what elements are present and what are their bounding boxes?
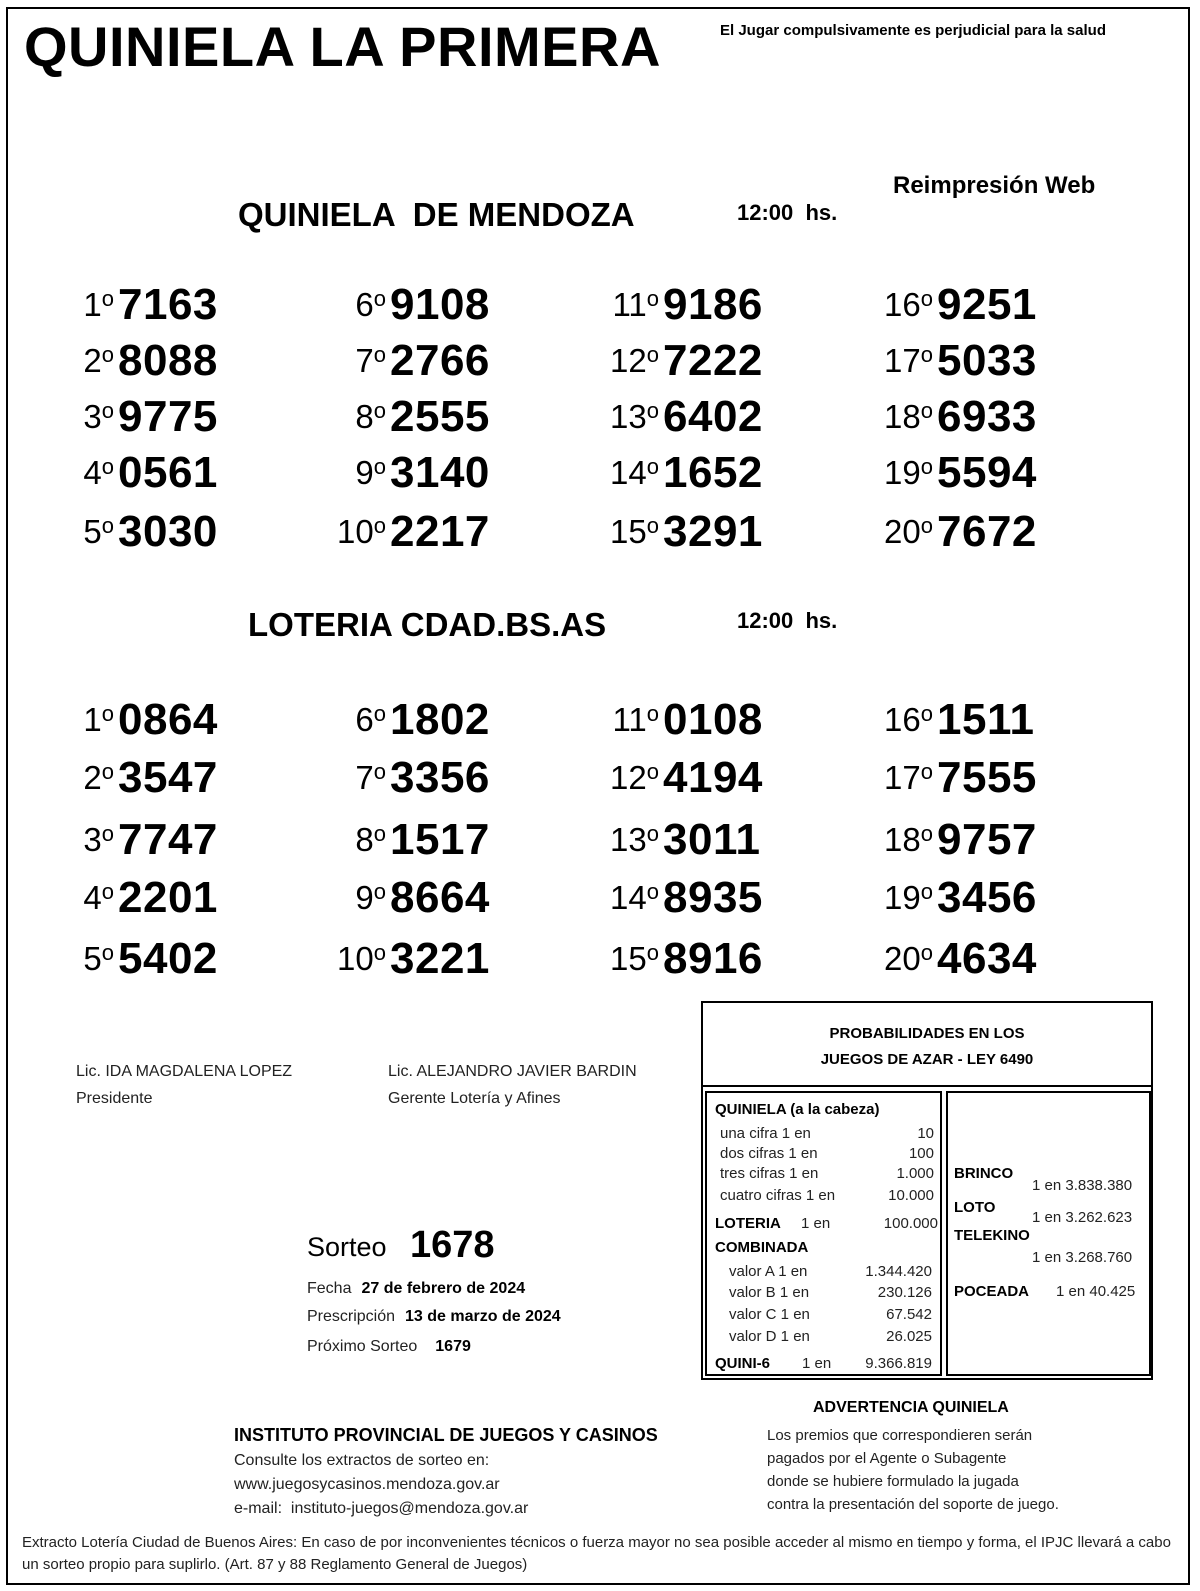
result-position: [612, 286, 659, 324]
combinada-row-value: 230.126: [877, 1284, 932, 1301]
quiniela-row-value: 10.000: [888, 1187, 934, 1204]
result-number: 3140: [390, 448, 490, 497]
ordinal-mark: o: [373, 398, 386, 423]
loteria-value: 100.000: [883, 1215, 938, 1232]
sorteo-label: Sorteo: [307, 1232, 387, 1262]
quini6-text: 1 en: [802, 1355, 832, 1372]
telekino-label: TELEKINO: [954, 1227, 1030, 1244]
probabilities-heading-line2: JUEGOS DE AZAR - LEY 6490: [820, 1051, 1034, 1068]
section-title-loteria: LOTERIA CDAD.BS.AS: [248, 606, 607, 643]
result-cell: [355, 753, 490, 803]
result-cell: [884, 280, 1037, 330]
result-number: 2217: [390, 507, 490, 556]
prescripcion-value: 13 de marzo de 2024: [405, 1308, 561, 1325]
result-position: [610, 940, 659, 978]
ordinal-mark: o: [373, 342, 386, 367]
result-number: 1652: [663, 448, 763, 497]
result-position-number: 10: [337, 940, 374, 977]
result-position: [884, 879, 933, 917]
result-cell: [612, 280, 763, 330]
probabilities-left-panel: [705, 1091, 942, 1376]
ordinal-mark: o: [373, 701, 386, 726]
result-position-number: 4: [83, 454, 102, 491]
prescripcion-label: Prescripción: [307, 1308, 396, 1325]
result-position: [355, 759, 386, 797]
proximo-row: [307, 1338, 471, 1356]
result-position-number: 17: [884, 342, 921, 379]
ordinal-mark: o: [101, 342, 114, 367]
result-position: [83, 821, 114, 859]
ordinal-mark: o: [646, 342, 659, 367]
result-number: 8664: [390, 873, 490, 922]
result-cell: [83, 507, 218, 557]
result-number: 7672: [937, 507, 1037, 556]
result-position-number: 14: [610, 879, 647, 916]
result-position-number: 12: [610, 342, 647, 379]
ordinal-mark: o: [101, 879, 114, 904]
result-position-number: 19: [884, 454, 921, 491]
quiniela-row-label: cuatro cifras 1 en: [720, 1187, 836, 1204]
result-number: 0864: [118, 695, 218, 744]
result-number: 2766: [390, 336, 490, 385]
result-cell: [884, 336, 1037, 386]
result-position: [83, 759, 114, 797]
result-number: 4634: [937, 934, 1037, 983]
poceada-label: POCEADA: [954, 1283, 1030, 1300]
result-number: 9186: [663, 280, 763, 329]
result-number: 6402: [663, 392, 763, 441]
fecha-row: [307, 1280, 525, 1298]
result-cell: [83, 815, 218, 865]
ordinal-mark: o: [920, 759, 933, 784]
result-number: 2555: [390, 392, 490, 441]
result-position-number: 18: [884, 821, 921, 858]
ordinal-mark: o: [373, 759, 386, 784]
result-position-number: 5: [83, 940, 102, 977]
result-position-number: 9: [355, 879, 374, 916]
result-position-number: 20: [884, 940, 921, 977]
result-position: [83, 940, 114, 978]
result-number: 7555: [937, 753, 1037, 802]
result-position-number: 2: [83, 342, 102, 379]
result-cell: [610, 753, 763, 803]
result-number: 5402: [118, 934, 218, 983]
result-cell: [83, 873, 218, 923]
brinco-value: 1 en 3.838.380: [1032, 1177, 1133, 1194]
result-number: 5033: [937, 336, 1037, 385]
result-cell: [83, 448, 218, 498]
result-position-number: 20: [884, 513, 921, 550]
signature-name: Lic. ALEJANDRO JAVIER BARDIN: [388, 1063, 637, 1080]
result-cell: [83, 280, 218, 330]
ordinal-mark: o: [101, 513, 114, 538]
advertencia-line: contra la presentación del soporte de juego.: [767, 1496, 1059, 1513]
result-cell: [610, 448, 763, 498]
quiniela-row-label: dos cifras 1 en: [720, 1145, 818, 1162]
result-position: [355, 701, 386, 739]
result-cell: [355, 448, 490, 498]
result-position: [355, 821, 386, 859]
result-position: [610, 879, 659, 917]
advertencia-line: donde se hubiere formulado la jugada: [767, 1473, 1019, 1490]
ordinal-mark: o: [920, 879, 933, 904]
ordinal-mark: o: [101, 759, 114, 784]
result-number: 7747: [118, 815, 218, 864]
result-position: [884, 454, 933, 492]
ordinal-mark: o: [920, 701, 933, 726]
combinada-row-label: valor A 1 en: [729, 1263, 808, 1280]
result-cell: [355, 815, 490, 865]
result-position-number: 15: [610, 513, 647, 550]
result-position: [884, 342, 933, 380]
result-number: 8088: [118, 336, 218, 385]
result-cell: [355, 695, 490, 745]
result-number: 8916: [663, 934, 763, 983]
ordinal-mark: o: [373, 821, 386, 846]
result-position: [610, 342, 659, 380]
result-cell: [355, 873, 490, 923]
result-position: [610, 454, 659, 492]
result-position-number: 7: [355, 342, 374, 379]
result-position-number: 12: [610, 759, 647, 796]
prescripcion-row: [307, 1308, 561, 1326]
result-cell: [355, 336, 490, 386]
quiniela-row-value: 1.000: [896, 1165, 934, 1182]
result-position-number: 18: [884, 398, 921, 435]
advertencia-text: [767, 1424, 1059, 1516]
result-position: [884, 940, 933, 978]
section-time-loteria: 12:00 hs.: [737, 608, 838, 633]
result-number: 2201: [118, 873, 218, 922]
sorteo-number: 1678: [410, 1224, 495, 1266]
result-number: 6933: [937, 392, 1037, 441]
combinada-row-label: valor D 1 en: [729, 1328, 810, 1345]
ordinal-mark: o: [646, 821, 659, 846]
result-position: [83, 286, 114, 324]
result-number: 1511: [937, 695, 1035, 744]
result-position: [610, 513, 659, 551]
result-number: 3291: [663, 507, 763, 556]
combinada-row-label: valor B 1 en: [729, 1284, 810, 1301]
result-cell: [884, 695, 1035, 745]
result-position: [355, 879, 386, 917]
ordinal-mark: o: [920, 940, 933, 965]
result-number: 1802: [390, 695, 490, 744]
ordinal-mark: o: [646, 879, 659, 904]
result-position-number: 6: [355, 701, 374, 738]
quiniela-row-label: una cifra 1 en: [720, 1125, 811, 1142]
quiniela-title: QUINIELA (a la cabeza): [715, 1101, 880, 1118]
result-cell: [884, 507, 1037, 557]
result-position-number: 1: [83, 286, 102, 323]
result-position-number: 10: [337, 513, 374, 550]
loto-value: 1 en 3.262.623: [1032, 1209, 1133, 1226]
ordinal-mark: o: [101, 286, 114, 311]
result-cell: [610, 392, 763, 442]
result-position-number: 11: [612, 286, 647, 323]
loteria-label: LOTERIA: [715, 1215, 781, 1232]
result-number: 3456: [937, 873, 1037, 922]
brinco-label: BRINCO: [954, 1165, 1014, 1182]
ordinal-mark: o: [646, 759, 659, 784]
combinada-row-value: 67.542: [886, 1306, 932, 1323]
ordinal-mark: o: [101, 454, 114, 479]
result-position-number: 5: [83, 513, 102, 550]
ordinal-mark: o: [646, 701, 659, 726]
result-position-number: 6: [355, 286, 374, 323]
result-cell: [355, 280, 490, 330]
ordinal-mark: o: [101, 940, 114, 965]
advertencia-line: pagados por el Agente o Subagente: [767, 1450, 1007, 1467]
result-cell: [884, 815, 1037, 865]
result-number: 3356: [390, 753, 490, 802]
result-cell: [610, 873, 763, 923]
combinada-row-label: valor C 1 en: [729, 1306, 810, 1323]
quiniela-row-value: 100: [908, 1145, 934, 1162]
result-position-number: 16: [884, 286, 921, 323]
result-number: 3011: [663, 815, 761, 864]
ordinal-mark: o: [373, 879, 386, 904]
result-cell: [610, 507, 763, 557]
result-cell: [884, 448, 1037, 498]
probabilities-right-panel: [946, 1091, 1151, 1376]
ordinal-mark: o: [101, 398, 114, 423]
result-cell: [337, 507, 490, 557]
quini6-label: QUINI-6: [715, 1355, 771, 1372]
result-position: [610, 759, 659, 797]
result-cell: [884, 873, 1037, 923]
proximo-value: 1679: [435, 1338, 471, 1355]
section-title-mendoza: QUINIELA DE MENDOZA: [238, 196, 635, 233]
result-position: [83, 398, 114, 436]
result-position-number: 13: [610, 398, 647, 435]
institute-email-link[interactable]: e-mail: instituto-juegos@mendoza.gov.ar: [234, 1500, 529, 1517]
result-number: 9757: [937, 815, 1037, 864]
ordinal-mark: o: [920, 398, 933, 423]
gambling-warning: El Jugar compulsivamente es perjudicial para la salud: [720, 22, 1106, 39]
ordinal-mark: o: [101, 821, 114, 846]
ordinal-mark: o: [646, 454, 659, 479]
ordinal-mark: o: [373, 286, 386, 311]
ordinal-mark: o: [920, 454, 933, 479]
result-position: [355, 454, 386, 492]
telekino-value: 1 en 3.268.760: [1032, 1249, 1133, 1266]
result-position: [337, 940, 386, 978]
quiniela-row-label: tres cifras 1 en: [720, 1165, 819, 1182]
result-number: 7163: [118, 280, 218, 329]
reprint-label: Reimpresión Web: [893, 172, 1096, 199]
result-position-number: 1: [83, 701, 102, 738]
institute-title: INSTITUTO PROVINCIAL DE JUEGOS Y CASINOS: [234, 1425, 658, 1445]
ordinal-mark: o: [373, 513, 386, 538]
fecha-label: Fecha: [307, 1280, 352, 1297]
result-position: [610, 821, 659, 859]
result-position: [884, 513, 933, 551]
result-position-number: 13: [610, 821, 647, 858]
result-position-number: 2: [83, 759, 102, 796]
signature-role: Presidente: [76, 1090, 153, 1107]
result-cell: [337, 934, 490, 984]
result-position: [612, 701, 659, 739]
result-position: [355, 398, 386, 436]
result-position: [884, 759, 933, 797]
result-position-number: 4: [83, 879, 102, 916]
result-position-number: 11: [612, 701, 647, 738]
probabilities-heading-line1: PROBABILIDADES EN LOS: [829, 1025, 1025, 1042]
ordinal-mark: o: [646, 398, 659, 423]
result-number: 3030: [118, 507, 218, 556]
quini6-value: 9.366.819: [865, 1355, 932, 1372]
ordinal-mark: o: [920, 513, 933, 538]
ordinal-mark: o: [373, 454, 386, 479]
signature-role: Gerente Lotería y Afines: [388, 1090, 561, 1107]
result-position: [83, 454, 114, 492]
result-number: 0108: [663, 695, 763, 744]
result-cell: [83, 392, 218, 442]
result-cell: [610, 815, 761, 865]
loteria-text: 1 en: [801, 1215, 831, 1232]
result-number: 9251: [937, 280, 1037, 329]
advertencia-title: ADVERTENCIA QUINIELA: [813, 1399, 1009, 1416]
result-cell: [83, 336, 218, 386]
poceada-value: 1 en 40.425: [1056, 1283, 1136, 1300]
result-position: [83, 342, 114, 380]
institute-contact: [234, 1449, 528, 1521]
signature-president: [76, 1058, 292, 1112]
result-position-number: 3: [83, 398, 102, 435]
result-cell: [83, 695, 218, 745]
result-position: [884, 286, 933, 324]
result-cell: [612, 695, 763, 745]
result-cell: [83, 934, 218, 984]
result-cell: [884, 934, 1037, 984]
combinada-title: COMBINADA: [715, 1239, 809, 1256]
signature-name: Lic. IDA MAGDALENA LOPEZ: [76, 1063, 293, 1080]
proximo-label: Próximo Sorteo: [307, 1338, 418, 1355]
result-cell: [355, 392, 490, 442]
result-position-number: 3: [83, 821, 102, 858]
result-position: [83, 701, 114, 739]
combinada-row-value: 1.344.420: [865, 1263, 932, 1280]
advertencia-line: Los premios que correspondieren serán: [767, 1427, 1033, 1444]
ordinal-mark: o: [920, 342, 933, 367]
section-time-mendoza: 12:00 hs.: [737, 200, 838, 225]
signature-manager: [388, 1058, 637, 1112]
result-number: 7222: [663, 336, 763, 385]
combinada-row-value: 26.025: [886, 1328, 932, 1345]
result-position-number: 17: [884, 759, 921, 796]
result-position: [884, 701, 933, 739]
result-cell: [610, 336, 763, 386]
result-position: [355, 286, 386, 324]
result-number: 0561: [118, 448, 218, 497]
fecha-value: 27 de febrero de 2024: [361, 1280, 526, 1297]
result-cell: [884, 753, 1037, 803]
result-position: [355, 342, 386, 380]
result-number: 8935: [663, 873, 763, 922]
institute-consult-line: Consulte los extractos de sorteo en:: [234, 1452, 490, 1469]
ordinal-mark: o: [920, 286, 933, 311]
result-position: [884, 821, 933, 859]
ordinal-mark: o: [646, 286, 659, 311]
quiniela-row-value: 10: [917, 1125, 934, 1142]
loto-label: LOTO: [954, 1199, 996, 1216]
result-position-number: 14: [610, 454, 647, 491]
result-number: 9775: [118, 392, 218, 441]
institute-website-link[interactable]: www.juegosycasinos.mendoza.gov.ar: [234, 1476, 500, 1493]
probabilities-heading: [703, 1003, 1151, 1087]
ordinal-mark: o: [920, 821, 933, 846]
result-number: 1517: [390, 815, 490, 864]
result-position-number: 7: [355, 759, 374, 796]
result-number: 3221: [390, 934, 490, 983]
result-position-number: 9: [355, 454, 374, 491]
ordinal-mark: o: [101, 701, 114, 726]
result-position-number: 16: [884, 701, 921, 738]
document-title: QUINIELA LA PRIMERA: [24, 15, 661, 78]
result-cell: [83, 753, 218, 803]
result-position: [610, 398, 659, 436]
result-number: 3547: [118, 753, 218, 802]
ordinal-mark: o: [373, 940, 386, 965]
result-position: [884, 398, 933, 436]
footer-note: Extracto Lotería Ciudad de Buenos Aires: En caso de por inconvenientes técnicos o fuerza mayor no sea posible acceder al mismo en tiempo y forma, el IPJC llevará a cabo un sorteo propio para suplirlo. (Art. 87 y 88 Reglamento General de Juegos): [22, 1534, 1171, 1573]
ordinal-mark: o: [646, 513, 659, 538]
result-position-number: 15: [610, 940, 647, 977]
result-position: [83, 879, 114, 917]
result-position: [83, 513, 114, 551]
result-number: 4194: [663, 753, 763, 802]
result-position-number: 19: [884, 879, 921, 916]
result-number: 9108: [390, 280, 490, 329]
result-number: 5594: [937, 448, 1037, 497]
result-cell: [884, 392, 1037, 442]
probabilities-box: [701, 1001, 1153, 1380]
result-position-number: 8: [355, 821, 374, 858]
ordinal-mark: o: [646, 940, 659, 965]
result-cell: [610, 934, 763, 984]
result-position: [337, 513, 386, 551]
result-position-number: 8: [355, 398, 374, 435]
